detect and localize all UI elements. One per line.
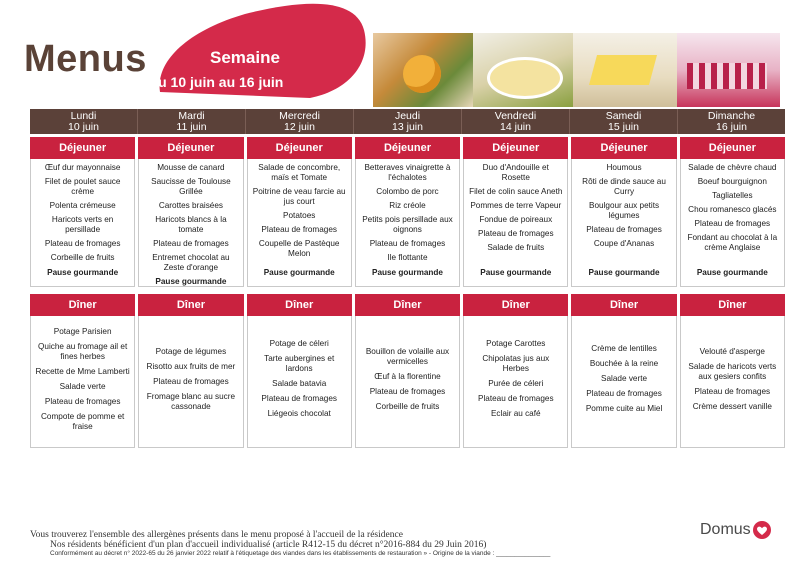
lunch-dish: Potatoes <box>283 211 316 220</box>
lunch-header: Déjeuner <box>571 137 676 159</box>
dinner-dish: Salade verte <box>601 374 648 383</box>
lunch-dish: Tagliatelles <box>712 191 753 200</box>
dinner-dish: Velouté d'asperge <box>699 346 765 356</box>
pause-gourmande: Pause gourmande <box>480 268 552 277</box>
dinner-dish: Crème de lentilles <box>591 344 657 353</box>
dinner-dish: Potage de céleri <box>269 339 329 348</box>
dinner-dish: Salade verte <box>59 381 106 391</box>
dinner-menu <box>30 316 135 448</box>
lunch-dish: Riz créole <box>389 201 426 210</box>
day-column-samedi <box>571 137 676 448</box>
lunch-dish: Colombo de porc <box>376 187 439 196</box>
day-column-mardi <box>138 137 243 448</box>
dinner-dish: Corbeille de fruits <box>375 401 440 411</box>
lunch-menu <box>571 159 676 287</box>
dinner-dish: Bouillon de volaille aux vermicelles <box>365 346 450 366</box>
dinner-dish: Crème dessert vanille <box>692 401 772 411</box>
lunch-dish: Œuf dur mayonnaise <box>44 163 121 172</box>
dinner-header: Dîner <box>138 294 243 316</box>
dinner-dish: Plateau de fromages <box>694 386 771 396</box>
lunch-dish: Plateau de fromages <box>477 229 554 238</box>
pause-gourmande: Pause gourmande <box>696 268 768 277</box>
dinner-dish: Chipolatas jus aux Herbes <box>482 354 550 373</box>
day-column-jeudi <box>355 137 460 448</box>
day-column-vendredi <box>463 137 568 448</box>
header-photos <box>373 33 780 107</box>
lunch-dish: Petits pois persillade aux oignons <box>362 215 453 234</box>
lunch-dish: Mousse de canard <box>157 163 225 172</box>
lunch-dish: Houmous <box>606 163 642 172</box>
dinner-menu <box>680 316 785 448</box>
dinner-menu <box>138 316 243 448</box>
lunch-dish: Coupe d'Ananas <box>593 239 655 248</box>
lunch-menu <box>138 159 243 287</box>
lunch-dish: Salade de chèvre chaud <box>688 163 777 172</box>
lunch-dish: Salade de concombre, maïs et Tomate <box>258 163 341 182</box>
page-title: Menus <box>24 38 147 80</box>
pause-gourmande: Pause gourmande <box>155 277 227 286</box>
pause-gourmande: Pause gourmande <box>371 268 443 277</box>
lunch-dish: Haricots verts en persillade <box>51 215 114 234</box>
dinner-header: Dîner <box>680 294 785 316</box>
footer-allergens-note: Vous trouverez l'ensemble des allergènes présents dans le menu proposé à l'accueil de la résidence <box>30 530 403 540</box>
lunch-menu <box>680 159 785 287</box>
dinner-dish: Risotto aux fruits de mer <box>146 361 236 371</box>
dinner-dish: Liégeois chocolat <box>267 409 331 418</box>
dinner-dish: Plateau de fromages <box>369 386 446 396</box>
lunch-dish: Carottes braisées <box>158 201 223 210</box>
menu-grid <box>30 137 785 448</box>
footer <box>30 530 550 557</box>
lunch-dish: Entremet chocolat au Zeste d'orange <box>152 253 230 272</box>
day-header-mercredi: Mercredi 12 juin <box>246 109 354 134</box>
lunch-dish: Filet de poulet sauce crème <box>44 177 121 196</box>
lunch-dish: Plateau de fromages <box>369 239 446 248</box>
dinner-dish: Quiche au fromage ail et fines herbes <box>38 341 128 361</box>
day-header-jeudi: Jeudi 13 juin <box>354 109 462 134</box>
lunch-dish: Fondant au chocolat à la crème Anglaise <box>687 233 778 252</box>
dinner-dish: Tarte aubergines et lardons <box>264 354 335 373</box>
dinner-dish: Plateau de fromages <box>153 376 229 386</box>
day-column-mercredi <box>247 137 352 448</box>
lunch-dish: Plateau de fromages <box>586 225 662 234</box>
dinner-header: Dîner <box>30 294 135 316</box>
dinner-dish: Compote de pomme et fraise <box>40 411 125 431</box>
dinner-dish: Eclair au café <box>490 409 541 418</box>
lunch-dish: Fondue de poireaux <box>479 215 553 224</box>
lunch-dish: Poitrine de veau farcie au jus court <box>252 187 346 206</box>
lunch-dish: Boulgour aux petits légumes <box>589 201 660 220</box>
lunch-dish: Salade de fruits <box>487 243 545 252</box>
week-label: Semaine <box>210 48 280 67</box>
day-column-lundi <box>30 137 135 448</box>
lunch-dish: Haricots blancs à la tomate <box>155 215 227 234</box>
day-header-dimanche: Dimanche 16 juin <box>707 110 756 133</box>
lunch-dish: Coupelle de Pastèque Melon <box>258 239 340 258</box>
pause-gourmande: Pause gourmande <box>588 268 660 277</box>
dinner-dish: Bouchée à la reine <box>589 359 659 368</box>
footer-decree-note: Conformément au décret n° 2022-65 du 26 janvier 2022 relatif à l'étiquetage des viandes dans les établissements de restauration » - Origine de la viande : _______________ <box>50 550 551 557</box>
lunch-dish: Plateau de fromages <box>153 239 229 248</box>
dinner-dish: Fromage blanc au sucre cassonade <box>146 391 236 411</box>
dinner-dish: Potage Carottes <box>486 339 546 348</box>
lunch-dish: Plateau de fromages <box>44 239 121 248</box>
dinner-menu <box>247 316 352 448</box>
dinner-dish: Œuf à la florentine <box>374 371 441 381</box>
lunch-header: Déjeuner <box>30 137 135 159</box>
lunch-header: Déjeuner <box>463 137 568 159</box>
domus-logo <box>700 520 772 540</box>
dinner-header: Dîner <box>571 294 676 316</box>
heart-icon <box>752 520 772 540</box>
lunch-menu <box>355 159 460 287</box>
day-header-mardi: Mardi 11 juin <box>138 109 246 134</box>
lunch-header: Déjeuner <box>247 137 352 159</box>
lunch-menu <box>463 159 568 287</box>
day-column-dimanche <box>680 137 785 448</box>
dinner-dish: Salade de haricots verts aux gesiers confits <box>688 361 777 381</box>
dinner-menu <box>463 316 568 448</box>
lunch-dish: Duo d'Andouille et Rosette <box>482 163 549 182</box>
pause-gourmande: Pause gourmande <box>47 268 119 277</box>
lunch-dish: Plateau de fromages <box>261 225 337 234</box>
lunch-header: Déjeuner <box>680 137 785 159</box>
pause-gourmande: Pause gourmande <box>263 268 335 277</box>
day-header-samedi: Samedi 15 juin <box>570 109 678 134</box>
dinner-header: Dîner <box>355 294 460 316</box>
day-header-vendredi: Vendredi 14 juin <box>462 109 570 134</box>
dinner-dish: Pomme cuite au Miel <box>585 404 663 413</box>
lunch-dish: Boeuf bourguignon <box>697 177 767 186</box>
lunch-dish: Polenta crémeuse <box>49 201 116 210</box>
food-photo-4 <box>677 33 780 107</box>
dates-label: Du 10 juin au 16 juin <box>148 74 284 90</box>
lunch-dish: Pommes de terre Vapeur <box>470 201 562 210</box>
lunch-menu <box>30 159 135 287</box>
dinner-dish: Plateau de fromages <box>44 396 121 406</box>
footer-pai-note: Nos résidents bénéficient d'un plan d'accueil individualisé (article R412-15 du décret n°2016-884 du 29 Juin 2016) <box>50 540 487 550</box>
lunch-dish: Corbeille de fruits <box>50 253 115 262</box>
dinner-header: Dîner <box>247 294 352 316</box>
lunch-dish: Saucisse de Toulouse Grillée <box>151 177 231 196</box>
day-header-lundi: Lundi 10 juin <box>30 109 138 134</box>
dinner-dish: Plateau de fromages <box>477 394 554 403</box>
lunch-dish: Ile flottante <box>387 253 428 262</box>
dinner-dish: Salade batavia <box>272 379 327 388</box>
dinner-dish: Plateau de fromages <box>261 394 337 403</box>
dinner-dish: Potage Parisien <box>53 326 112 336</box>
lunch-dish: Chou romanesco glacés <box>688 205 777 214</box>
food-photo-2 <box>473 33 573 107</box>
lunch-header: Déjeuner <box>355 137 460 159</box>
logo-text: Domus <box>700 521 751 538</box>
dinner-header: Dîner <box>463 294 568 316</box>
day-header-bar <box>30 109 785 134</box>
lunch-menu <box>247 159 352 287</box>
food-photo-3 <box>573 33 677 107</box>
food-photo-1 <box>373 33 473 107</box>
lunch-dish: Rôti de dinde sauce au Curry <box>582 177 666 196</box>
dinner-menu <box>355 316 460 448</box>
lunch-header: Déjeuner <box>138 137 243 159</box>
dinner-dish: Potage de légumes <box>155 346 227 356</box>
lunch-dish: Betteraves vinaigrette à l'échalotes <box>364 163 451 182</box>
dinner-menu <box>571 316 676 448</box>
lunch-dish: Filet de colin sauce Aneth <box>469 187 563 196</box>
dinner-dish: Purée de céleri <box>488 379 544 388</box>
lunch-dish: Plateau de fromages <box>694 219 771 228</box>
dinner-dish: Recette de Mme Lamberti <box>35 366 130 376</box>
dinner-dish: Plateau de fromages <box>586 389 662 398</box>
